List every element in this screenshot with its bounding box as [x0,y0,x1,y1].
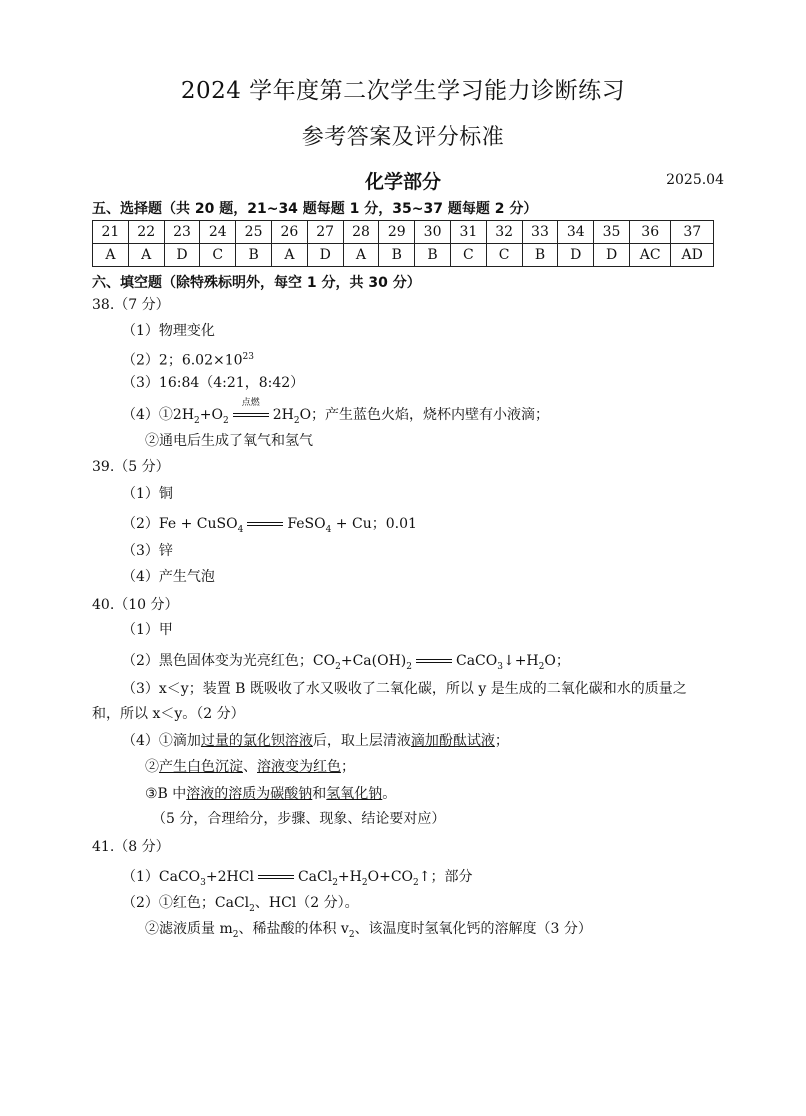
answer-cell: C [450,244,486,267]
q40-answer-3-line1: （3）x＜y；装置 B 既吸收了水又吸收了二氧化碳，所以 y 是生成的二氧化碳和水的质量之 [122,681,687,697]
choice-answer-table [92,220,714,267]
answer-cell: D [594,244,630,267]
answer-cell: C [200,244,236,267]
q41-answer-2-2: ②滤液质量 $m_2$、稀盐酸的体积 $v_2$、该温度时氢氧化钙的溶解度（3 分） [145,921,592,940]
question-number-cell: 37 [671,221,714,244]
answer-cell: C [486,244,522,267]
q38-answer-1: （1）物理变化 [122,323,215,339]
question-number-cell: 21 [93,221,129,244]
q39-answer-4: （4）产生气泡 [122,569,215,585]
answer-cell: D [164,244,200,267]
date-label: 2025.04 [666,172,724,188]
question-number-cell: 30 [415,221,451,244]
answer-cell: B [379,244,415,267]
answer-row [93,244,714,267]
q39-answer-3: （3）锌 [122,543,173,559]
q38-answer-3: （3）16:84（4:21，8:42） [122,375,305,391]
q39-answer-1: （1）铜 [122,486,173,502]
answer-cell: D [558,244,594,267]
q40-answer-1: （1）甲 [122,622,173,638]
section5-heading: 五、选择题（共 20 题，21~34 题每题 1 分，35~37 题每题 2 分） [92,201,538,217]
reaction-arrow [416,656,452,666]
question-number-cell: 27 [307,221,343,244]
answer-cell: B [415,244,451,267]
question-number-cell: 32 [486,221,522,244]
q38-heading: 38.（7 分） [92,297,170,313]
q40-answer-4-2: ②产生白色沉淀、溶液变为红色； [145,759,355,775]
question-number-row [93,221,714,244]
q41-answer-2-1: （2）①红色；CaCl$_2$、HCl（2 分）。 [122,895,359,914]
q38-answer-2: （2）2；$6.02\times 10^{23}$ [122,352,254,369]
page-subtitle: 参考答案及评分标准 [301,125,505,150]
question-number-cell: 28 [343,221,379,244]
q40-answer-4-1: （4）①滴加过量的氯化钡溶液后，取上层清液滴加酚酞试液； [122,733,509,749]
reaction-arrow [258,872,294,882]
answer-cell: B [522,244,558,267]
answer-cell: A [93,244,129,267]
q41-heading: 41.（8 分） [92,839,170,855]
question-number-cell: 26 [271,221,307,244]
q40-answer-2: （2）黑色固体变为光亮红色；$CO_2+Ca(OH)_2$ $CaCO_3↓+H_2O$； [122,653,570,672]
q40-scoring-note: （5 分，合理给分，步骤、现象、结论要对应） [152,811,446,827]
reaction-arrow [247,519,283,529]
part-title: 化学部分 [364,171,441,193]
answer-cell: D [307,244,343,267]
answer-cell: A [271,244,307,267]
answer-cell: A [343,244,379,267]
question-number-cell: 34 [558,221,594,244]
answer-cell: AC [629,244,671,267]
answer-cell: AD [671,244,714,267]
page-title: 2024 学年度第二次学生学习能力诊断练习 [180,78,626,104]
question-number-cell: 23 [164,221,200,244]
question-number-cell: 31 [450,221,486,244]
q40-answer-3-line2: 和，所以 x＜y。（2 分） [92,706,245,722]
question-number-cell: 29 [379,221,415,244]
answer-cell: B [236,244,272,267]
q39-heading: 39.（5 分） [92,459,170,475]
question-number-cell: 25 [236,221,272,244]
reaction-arrow: 点燃 [233,410,269,420]
question-number-cell: 24 [200,221,236,244]
q38-answer-4-2: ②通电后生成了氧气和氢气 [145,433,313,449]
question-number-cell: 35 [594,221,630,244]
q39-answer-2: （2）Fe + CuSO$_4$ FeSO$_4$ + Cu；0.01 [122,516,417,535]
q38-answer-4: $(4)①2H_2+O_2$ 点燃 $2H_2O$；产生蓝色火焰，烧杯内壁有小液滴； [122,398,550,426]
q40-heading: 40.（10 分） [92,597,179,613]
question-number-cell: 36 [629,221,671,244]
question-number-cell: 22 [128,221,164,244]
question-number-cell: 33 [522,221,558,244]
answer-cell: A [128,244,164,267]
q40-answer-4-3: ③B 中溶液的溶质为碳酸钠和氢氧化钠。 [145,786,397,802]
section6-heading: 六、填空题（除特殊标明外，每空 1 分，共 30 分） [92,275,421,291]
q41-answer-1: （1）CaCO$_3$+2HCl $CaCl_2+H_2O+CO_2↑$；部分 [122,869,473,888]
